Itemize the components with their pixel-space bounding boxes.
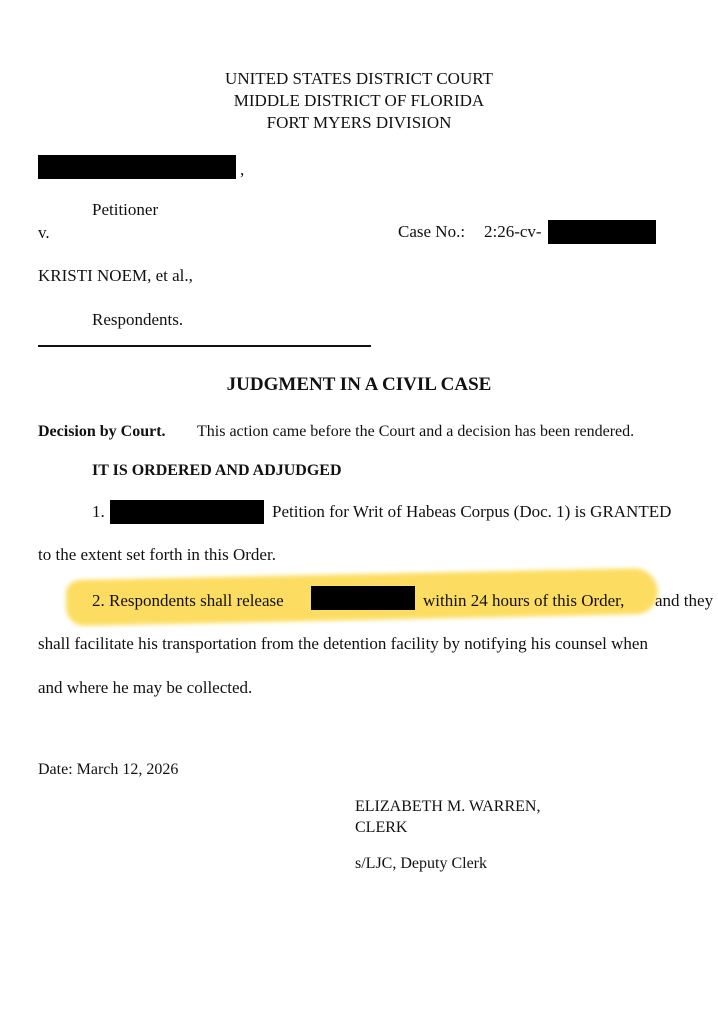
court-division: FORT MYERS DIVISION — [266, 113, 452, 132]
item2-end: and they — [655, 591, 714, 610]
judgment-title: JUDGMENT IN A CIVIL CASE — [226, 374, 492, 395]
redacted-petitioner-name-item2 — [311, 586, 415, 610]
decision-text: This action came before the Court and a decision has been rendered. — [197, 423, 635, 440]
item1-text: Petition for Writ of Habeas Corpus (Doc. 1) is GRANTED — [272, 502, 672, 521]
ordered-heading: IT IS ORDERED AND ADJUDGED — [92, 462, 342, 479]
case-number-label: Case No.: — [398, 222, 466, 241]
court-district: MIDDLE DISTRICT OF FLORIDA — [233, 91, 485, 110]
court-name: UNITED STATES DISTRICT COURT — [225, 69, 493, 88]
item1-number: 1. — [92, 502, 105, 521]
redacted-petitioner-name — [38, 155, 236, 179]
redacted-petitioner-name-item1 — [110, 500, 264, 524]
petitioner-label: Petitioner — [92, 200, 159, 219]
clerk-title: CLERK — [355, 819, 408, 836]
judgment-date: Date: March 12, 2026 — [38, 761, 179, 778]
item1-continuation: to the extent set forth in this Order. — [38, 545, 276, 564]
petitioner-comma: , — [240, 160, 245, 179]
item2-start: 2. Respondents shall release — [92, 591, 284, 610]
item2-line3: and where he may be collected. — [38, 678, 253, 697]
respondent-name: KRISTI NOEM, et al., — [38, 266, 193, 285]
versus: v. — [38, 223, 50, 242]
item2-mid: within 24 hours of this Order, — [423, 591, 625, 610]
decision-label: Decision by Court. — [38, 423, 166, 440]
case-number-prefix: 2:26-cv- — [484, 222, 542, 241]
caption-divider — [38, 345, 371, 347]
clerk-signature: s/LJC, Deputy Clerk — [355, 855, 487, 872]
redacted-case-number — [548, 220, 656, 244]
clerk-name: ELIZABETH M. WARREN, — [355, 798, 541, 815]
item2-line2: shall facilitate his transportation from the detention facility by notifying his counsel when — [38, 634, 648, 653]
respondents-label: Respondents. — [92, 310, 184, 329]
